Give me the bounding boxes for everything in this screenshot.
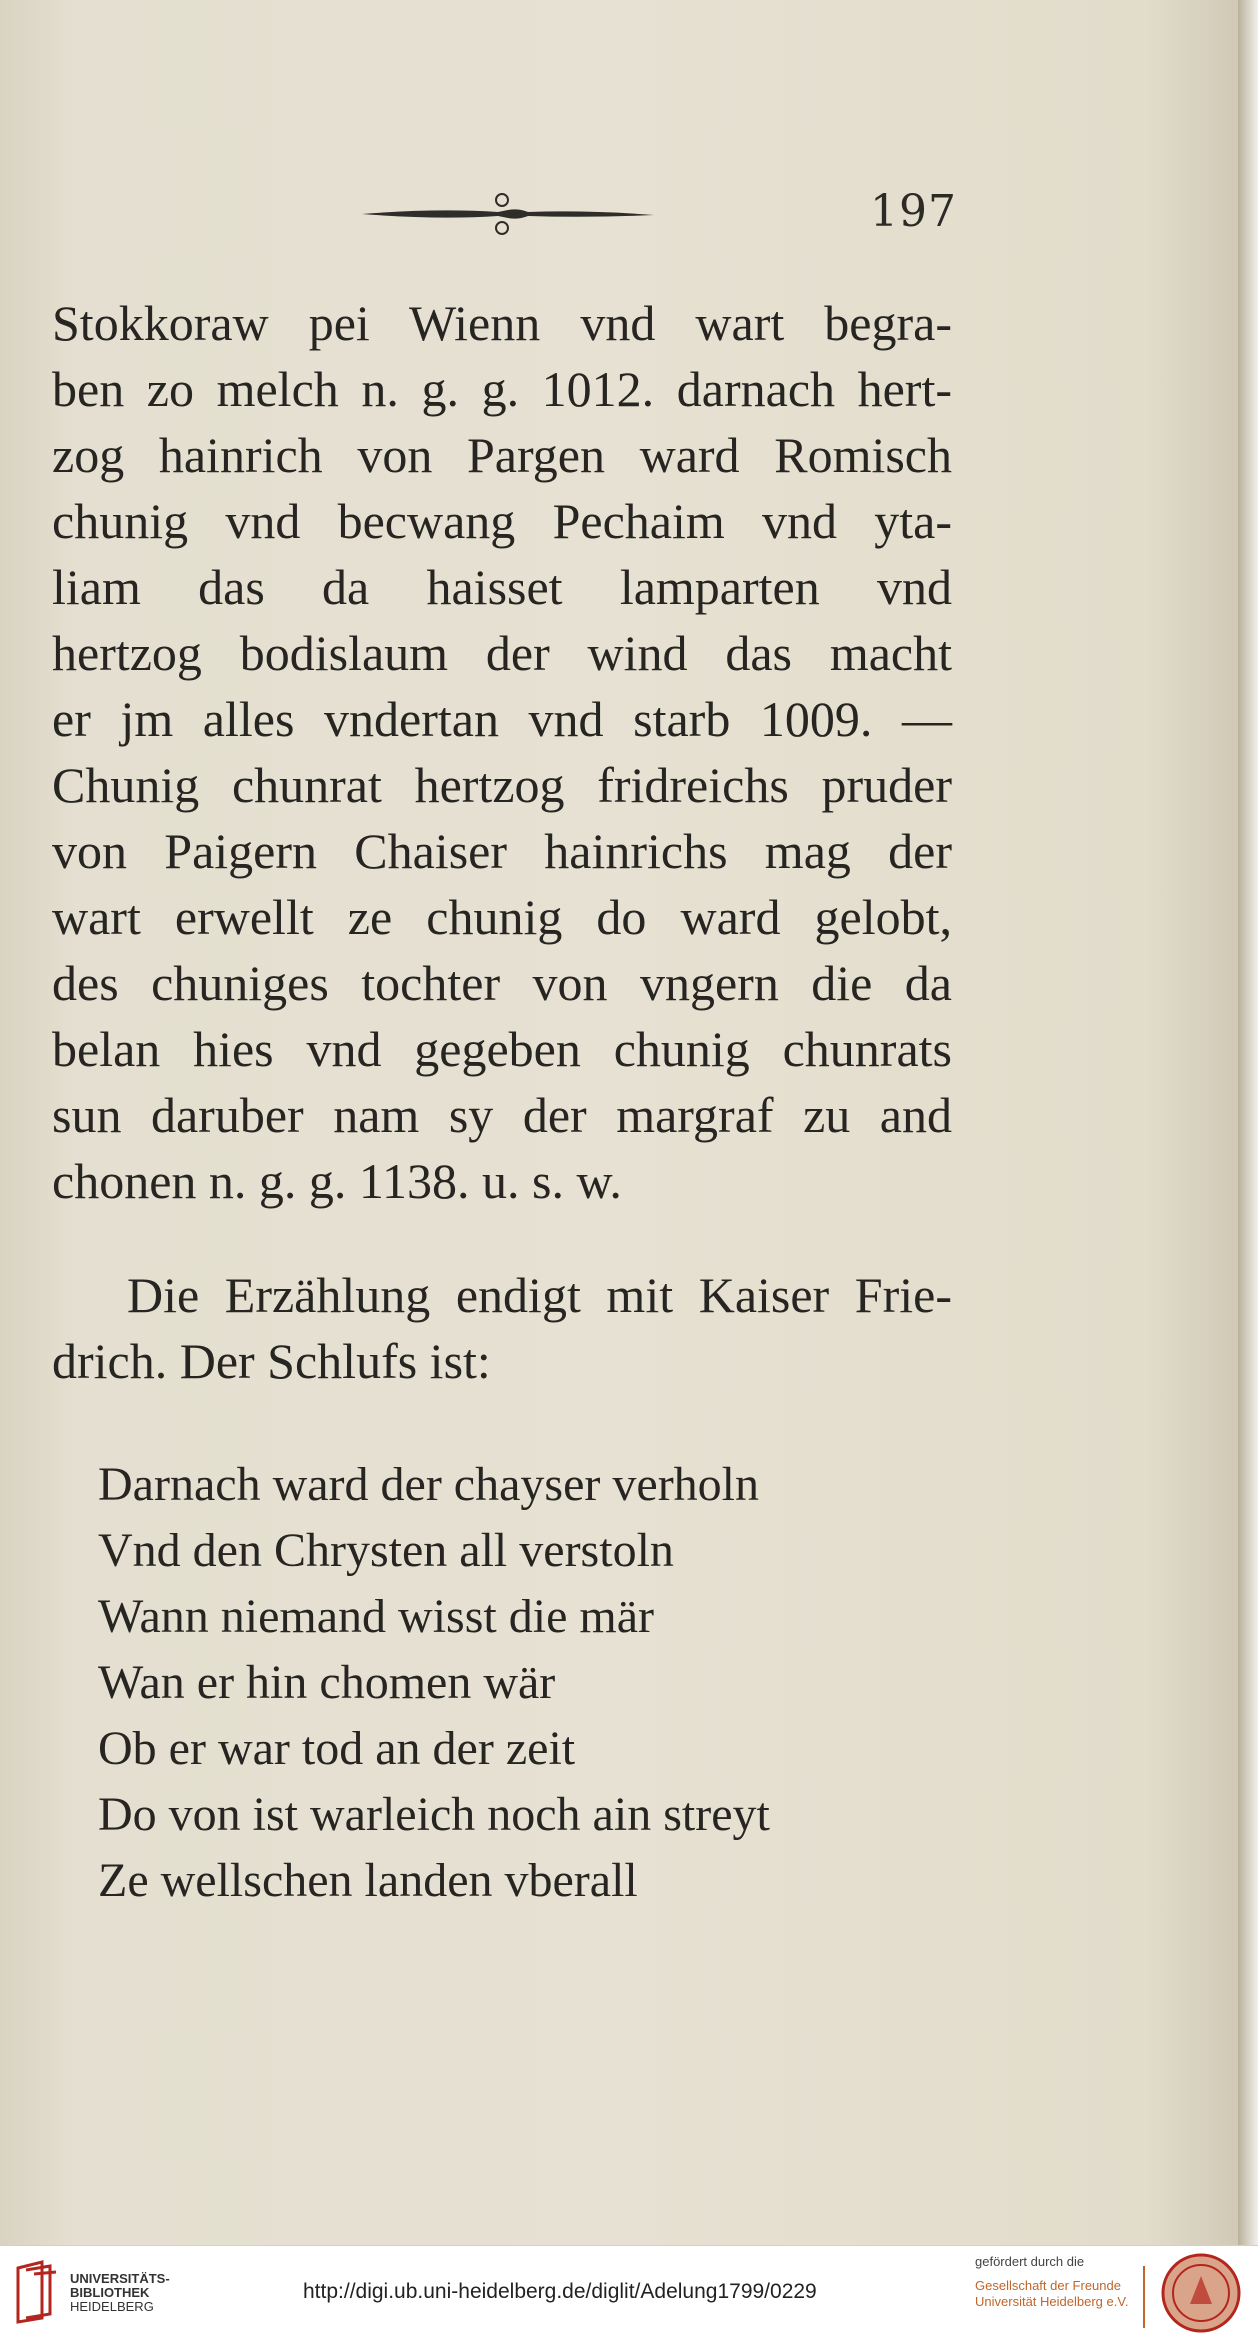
verse-line: Do von ist warleich noch ain streyt (98, 1788, 770, 1841)
text-line: liam das da haisset lamparten vnd (52, 559, 952, 615)
verse-line: Wann niemand wisst die mär (98, 1590, 655, 1643)
text-line: drich. Der Schlufs ist: (52, 1333, 491, 1389)
permalink-url[interactable]: http://digi.ub.uni-heidelberg.de/diglit/Adelung1799/0229 (303, 2280, 817, 2303)
library-name (70, 2272, 170, 2314)
ornament-divider (358, 188, 658, 238)
page-number: 197 (870, 186, 957, 237)
library-name-line: UNIVERSITÄTS- (70, 2271, 170, 2286)
text-line: sun daruber nam sy der margraf zu and (52, 1087, 952, 1143)
society-name (975, 2278, 1128, 2310)
text-line: ben zo melch n. g. g. 1012. darnach hert- (52, 361, 952, 417)
funded-by-label: gefördert durch die (975, 2254, 1085, 2269)
library-name-line: BIBLIOTHEK (70, 2285, 150, 2300)
text-line: hertzog bodislaum der wind das macht (52, 625, 952, 681)
verse-line: Darnach ward der chayser verholn (98, 1458, 760, 1511)
text-line: chunig vnd becwang Pechaim vnd yta- (52, 493, 952, 549)
text-line: er jm alles vndertan vnd starb 1009. — (52, 691, 952, 747)
library-logo-icon (12, 2260, 58, 2324)
text-line: des chuniges tochter von vngern die da (52, 955, 952, 1011)
society-name-line: Gesellschaft der Freunde (975, 2278, 1121, 2293)
footer-divider (1143, 2266, 1145, 2328)
page-edge (1238, 0, 1258, 2245)
text-line: Chunig chunrat hertzog fridreichs pruder (52, 757, 952, 813)
verse-line: Ob er war tod an der zeit (98, 1722, 576, 1775)
text-line: von Paigern Chaiser hainrichs mag der (52, 823, 952, 879)
university-seal-icon (1160, 2252, 1242, 2334)
text-line: zog hainrich von Pargen ward Romisch (52, 427, 952, 483)
verse-line: Ze wellschen landen vberall (98, 1854, 638, 1907)
library-name-line: HEIDELBERG (70, 2299, 154, 2314)
verse-line: Vnd den Chrysten all verstoln (98, 1524, 674, 1577)
text-line: Die Erzählung endigt mit Kaiser Frie- (127, 1267, 952, 1323)
verse-line: Wan er hin chomen wär (98, 1656, 556, 1709)
text-line: chonen n. g. g. 1138. u. s. w. (52, 1153, 622, 1209)
society-name-line: Universität Heidelberg e.V. (975, 2294, 1129, 2309)
footer-bar (0, 2245, 1258, 2340)
text-line: Stokkoraw pei Wienn vnd wart begra- (52, 295, 952, 351)
text-line: belan hies vnd gegeben chunig chunrats (52, 1021, 952, 1077)
text-line: wart erwellt ze chunig do ward gelobt, (52, 889, 952, 945)
